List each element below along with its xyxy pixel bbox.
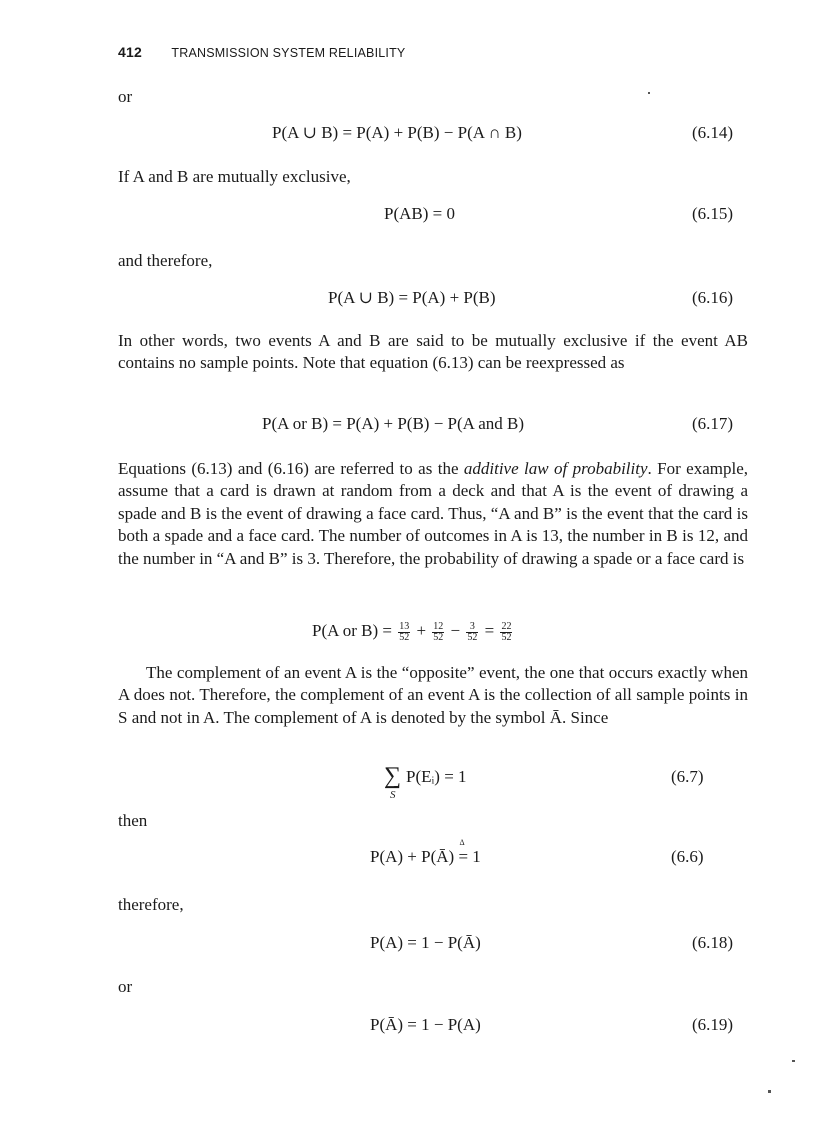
text-and-therefore: and therefore, bbox=[118, 251, 213, 270]
equation-number-6-17: (6.17) bbox=[692, 414, 734, 433]
fraction-22-52: $\frac{22}{52}$ bbox=[501, 620, 512, 643]
equation-number-6-6: (6.6) bbox=[671, 847, 704, 866]
plus-sign: + bbox=[416, 621, 427, 640]
text-or: or bbox=[118, 87, 133, 106]
equation-6-14: P(A ∪ B) = P(A) + P(B) − P(A ∩ B) bbox=[272, 123, 522, 142]
paragraph-complement: The complement of an event A is the “opposite” event, the one that occurs exactly when A does not. Therefore, the complement of an event A is the collection of all sample points in S and not in A. The complement of A is denoted by the symbol Ā. Since bbox=[118, 663, 748, 727]
equation-number-6-19: (6.19) bbox=[692, 1015, 734, 1034]
eq-6-6-left: P(A) + P(Ā) bbox=[370, 847, 455, 866]
equation-6-7: P(Eᵢ) = 1 bbox=[406, 767, 467, 786]
text-then: then bbox=[118, 811, 148, 830]
equation-number-6-15: (6.15) bbox=[692, 204, 734, 223]
running-title: TRANSMISSION SYSTEM RELIABILITY bbox=[171, 46, 406, 60]
equation-6-17: P(A or B) = P(A) + P(B) − P(A and B) bbox=[262, 414, 525, 433]
additive-law-term: additive law of probability bbox=[463, 459, 648, 478]
equation-6-16: P(A ∪ B) = P(A) + P(B) bbox=[328, 288, 496, 307]
paragraph-additive-law bbox=[118, 458, 748, 570]
equals-sign: = bbox=[484, 621, 495, 640]
summation-subscript: S bbox=[390, 789, 396, 801]
fraction-3-52: $\frac{3}{52}$ bbox=[467, 620, 478, 643]
additive-law-text-end: . For example, assume that a card is drawn at random from a deck and that A is the event of drawing a spade and B is the event of drawing a face card. Thus, “A and B” is the event that the card is both a spade and a face card. The number of outcomes in A is 13, the number in B is 12, and the number in “A and B” is 3. Therefore, the probability of drawing a spade or a face card is bbox=[118, 459, 748, 568]
page-number: 412 bbox=[118, 44, 142, 60]
equation-6-15: P(AB) = 0 bbox=[384, 204, 455, 223]
minus-sign: − bbox=[450, 621, 461, 640]
card-eq-lhs: P(A or B) = bbox=[312, 621, 392, 640]
text-therefore: therefore, bbox=[118, 895, 184, 914]
paragraph-mutually-exclusive: In other words, two events A and B are said to be mutually exclusive if the event AB contains no sample points. Note that equation (6.13) can be reexpressed as bbox=[118, 331, 748, 373]
scan-speck bbox=[792, 1060, 795, 1062]
equation-6-19: P(Ā) = 1 − P(A) bbox=[370, 1015, 481, 1034]
text-if-mutually-exclusive: If A and B are mutually exclusive, bbox=[118, 167, 351, 186]
equation-6-18: P(A) = 1 − P(Ā) bbox=[370, 933, 481, 952]
equation-number-6-18: (6.18) bbox=[692, 933, 734, 952]
sigma-symbol: ∑ bbox=[384, 763, 402, 789]
scan-speck bbox=[768, 1090, 771, 1093]
eq-6-6-right: 1 bbox=[472, 847, 481, 866]
additive-law-text-start: Equations (6.13) and (6.16) are referred to as the bbox=[118, 459, 464, 478]
running-header bbox=[118, 44, 405, 60]
text-or-second: or bbox=[118, 977, 133, 996]
fraction-12-52: $\frac{12}{52}$ bbox=[433, 620, 444, 643]
equation-number-6-14: (6.14) bbox=[692, 123, 734, 142]
equation-card-probability bbox=[312, 620, 514, 643]
equation-number-6-7: (6.7) bbox=[671, 767, 704, 786]
definition-equals-symbol: Δ = bbox=[458, 838, 469, 866]
equation-6-6 bbox=[370, 838, 481, 868]
equation-number-6-16: (6.16) bbox=[692, 288, 734, 307]
summation-over-s bbox=[384, 763, 402, 801]
fraction-13-52: $\frac{13}{52}$ bbox=[399, 620, 410, 643]
scan-speck bbox=[648, 92, 650, 94]
